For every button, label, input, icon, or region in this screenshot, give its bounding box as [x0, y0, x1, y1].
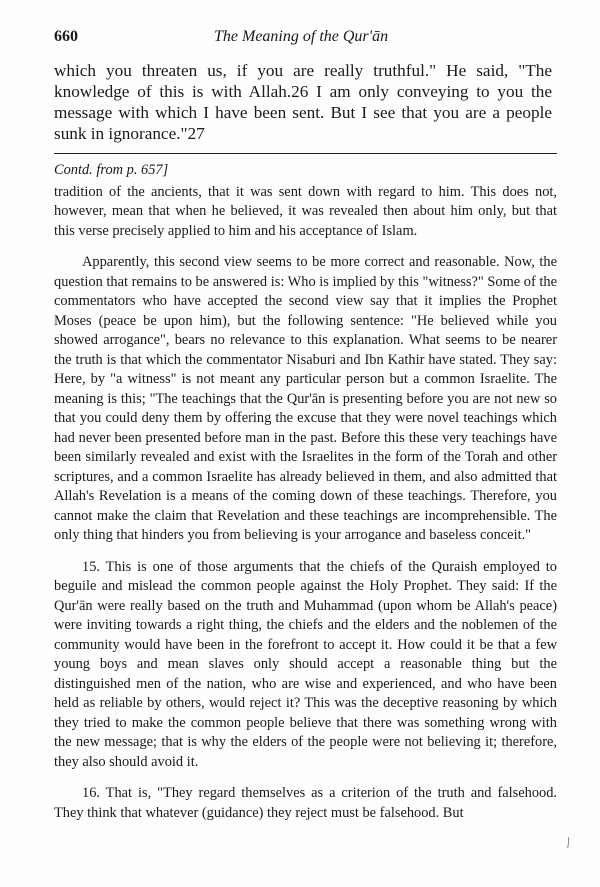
footnotes-section	[54, 161, 557, 823]
running-title: The Meaning of the Qur'ān	[214, 28, 389, 45]
continued-label: Contd. from p. 657]	[54, 162, 169, 178]
page-header	[54, 28, 556, 52]
margin-mark: ⁄	[564, 836, 574, 851]
footnote-15: 15. This is one of those arguments that the chiefs of the Quraish employed to beguile and mislead the common people against the Holy Prophet. They said: If the Qur'ān were really based on the truth and Muhammad (upon whom be Allah's peace) were inviting towards a right thing, the chiefs and the elders and the noblemen of the community would have been in the forefront to accept it. How could it be that a few young boys and mean slaves only should accept a reasonable thing but the distinguished men of the nation, who are wise and experienced, and who have been held as reliable by others, would reject it? This was the deceptive reasoning by which they tried to make the common people believe that there was something wrong with the new message; that is why the elders of the people were not believing it; therefore, they also should avoid it.	[54, 558, 557, 770]
main-text: which you threaten us, if you are really truthful." He said, "The knowledge of this is with Allah.26 I am only conveying to you the message with which I have been sent. But I see that you are a people sunk in ignorance."27	[54, 61, 552, 143]
page-number: 660	[54, 28, 78, 45]
footnote-16: 16. That is, "They regard themselves as a criterion of the truth and falsehood. They think that whatever (guidance) they reject must be falsehood. But	[54, 785, 557, 821]
footnote-paragraph: tradition of the ancients, that it was sent down with regard to him. This does not, however, mean that when he believed, it was revealed then about him only, but that this verse precisely applied to him and his acceptance of Islam.	[54, 183, 557, 239]
footnote-divider	[54, 153, 557, 154]
footnote-paragraph: Apparently, this second view seems to be more correct and reasonable. Now, the question that remains to be answered is: Who is implied by this "witness?" Some of the commentators who have accepted the second view say that it implies the Prophet Moses (peace be upon him), but the following sentence: "He believed while you showed arrogance", bears no relevance to this explanation. What seems to be nearer the truth is that which the commentator Nisaburi and Ibn Kathir have stated. They say: Here, by "a witness" is not meant any particular person but a common Israelite. The meaning is this; "The teachings that the Qur'ān is presenting before you are not new so that you could deny them by offering the excuse that they were novel teachings which had never been presented before man in the past. Before this these very teachings have been similarly revealed and exist with the Israelites in the form of the Torah and other scriptures, and a common Israelite has already believed in them, and also admitted that Allah's Revelation is a means of the coming down of these teachings. Therefore, you cannot make the claim that Revelation and these teachings are incomprehensible. The only thing that hinders you from believing is your arrogance and baseless conceit."	[54, 254, 557, 543]
